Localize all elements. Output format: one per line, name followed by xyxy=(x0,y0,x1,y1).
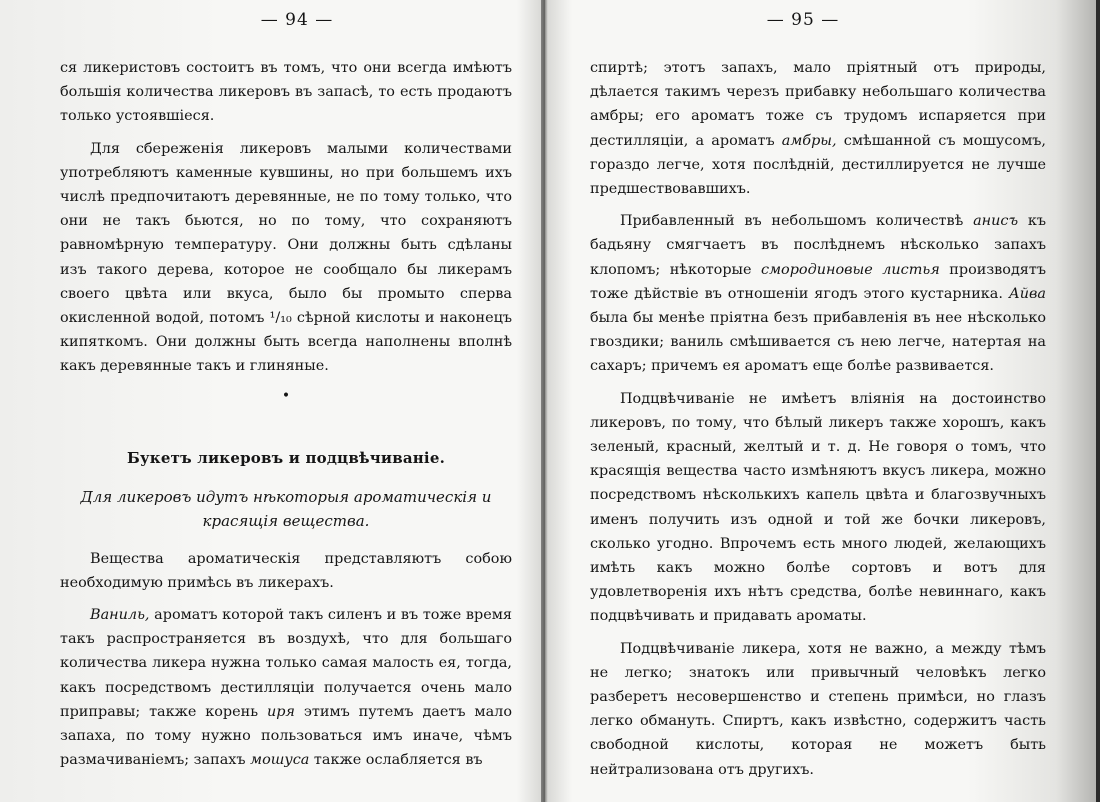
paragraph-right-2 xyxy=(590,209,1046,378)
term-musk: мошуса xyxy=(250,752,310,769)
paragraph-right-1-part-b: смѣшанной съ мошусомъ, гораздо легче, хотя послѣдній, дестиллируется не лучше предшествовавшихъ. xyxy=(590,132,1046,198)
page-number-right: — 95 — xyxy=(766,10,840,30)
term-iris: иря xyxy=(266,703,295,720)
paragraph-right-2-part-c: производятъ тоже дѣйствіе въ отношеніи ягодъ этого кустарника. xyxy=(590,261,1047,302)
term-ambergris: амбры, xyxy=(781,132,837,149)
term-vanilla: Ваниль, xyxy=(90,607,150,624)
paragraph-left-3: Вещества ароматическія представляютъ собою необходимую примѣсь въ ликерахъ. xyxy=(60,550,512,591)
paragraph-left-4 xyxy=(60,603,512,772)
paragraph-left-2: Для сбереженія ликеровъ малыми количествами употребляютъ каменные кувшины, но при большемъ ихъ числѣ предпочитаютъ деревянные, не по тому только, что они не такъ бьются, но по тому, что сохраняютъ равномѣрную температуру. Они должны быть сдѣланы изъ такого дерева, которое не сообщало бы ликерамъ своего цвѣта или вкуса, было бы промыто сперва окисленной водой, потомъ ¹/₁₀ сѣрной кислоты и наконецъ кипяткомъ. Они должны быть всегда наполнены вполнѣ какъ деревянные такъ и глиняные. xyxy=(60,140,512,375)
term-currant-leaves: смородиновые листья xyxy=(761,261,940,278)
ornament-dot: • xyxy=(281,387,291,404)
left-page xyxy=(0,0,540,802)
section-epigraph: Для ликеровъ идутъ нѣкоторыя ароматическія и красящія вещества. xyxy=(80,487,492,530)
term-quince: Айва xyxy=(1008,285,1046,302)
paragraph-right-2-part-b: къ бадьяну смягчаетъ въ послѣднемъ нѣсколько запахъ клопомъ; нѣкоторые xyxy=(590,213,1046,278)
section-title: Букетъ ликеровъ и подцвѣчиваніе. xyxy=(126,448,445,467)
paragraph-right-2-part-d: была бы менѣе пріятна безъ прибавленія въ нее нѣсколько гвоздики; ваниль смѣшивается съ нею легче, натертая на сахаръ; причемъ ея ароматъ еще болѣе развивается. xyxy=(590,310,1046,375)
page-edge-shadow xyxy=(1096,0,1100,802)
term-anise: анисъ xyxy=(973,213,1019,230)
paragraph-right-4: Подцвѣчиваніе ликера, хотя не важно, а между тѣмъ не легко; знатокъ или привычный человѣкъ легко разберетъ несовершенство и степень примѣси, но глазъ легко обмануть. Спиртъ, какъ извѣстно, содержитъ часть свободной кислоты, которая не можетъ быть нейтрализована отъ другихъ. xyxy=(590,640,1046,778)
paragraph-left-4-part-c: также ослабляется въ xyxy=(309,752,483,769)
page-number-left: — 94 — xyxy=(260,10,334,30)
paragraph-right-1 xyxy=(590,56,1046,201)
paragraph-left-4-part-b: этимъ путемъ даетъ мало запаха, по тому нужно пользоваться имъ иначе, чѣмъ размачиваніемъ; запахъ xyxy=(60,703,512,769)
right-page xyxy=(548,0,1100,802)
paragraph-left-4-part-a: ароматъ которой такъ силенъ и въ тоже время такъ распространяется въ воздухѣ, что для большаго количества ликера нужна только самая малость ея, тогда, какъ посредствомъ дестилляціи получается очень мало приправы; также корень xyxy=(60,607,512,720)
book-gutter xyxy=(541,0,545,802)
paragraph-right-2-part-a: Прибавленный въ небольшомъ количествѣ xyxy=(620,213,974,230)
paragraph-right-3: Подцвѣчиваніе не имѣетъ вліянія на достоинство ликеровъ, по тому, что бѣлый ликеръ также хорошъ, какъ зеленый, красный, желтый и т. д. Не говоря о томъ, что красящія вещества часто измѣняютъ вкусъ ликера, можно посредствомъ нѣсколькихъ капель цвѣта и благозвучныхъ именъ получить изъ одной и той же бочки ликеровъ, сколько угодно. Впрочемъ есть много людей, желающихъ имѣть какъ можно болѣе сортовъ и вотъ для удовлетворенія ихъ нѣтъ средства, болѣе невиннаго, какъ подцвѣчивать и придавать ароматы. xyxy=(590,390,1046,625)
paragraph-left-1: ся ликеристовъ состоитъ въ томъ, что они всегда имѣютъ большія количества ликеровъ въ запасѣ, то есть продаютъ только устоявшіеся. xyxy=(60,60,512,125)
paragraph-right-1-part-a: спиртѣ; этотъ запахъ, мало пріятный отъ природы, дѣлается такимъ черезъ прибавку небольшаго количества амбры; его ароматъ тоже съ трудомъ испаряется при дестилляціи, а ароматъ xyxy=(590,60,1046,149)
